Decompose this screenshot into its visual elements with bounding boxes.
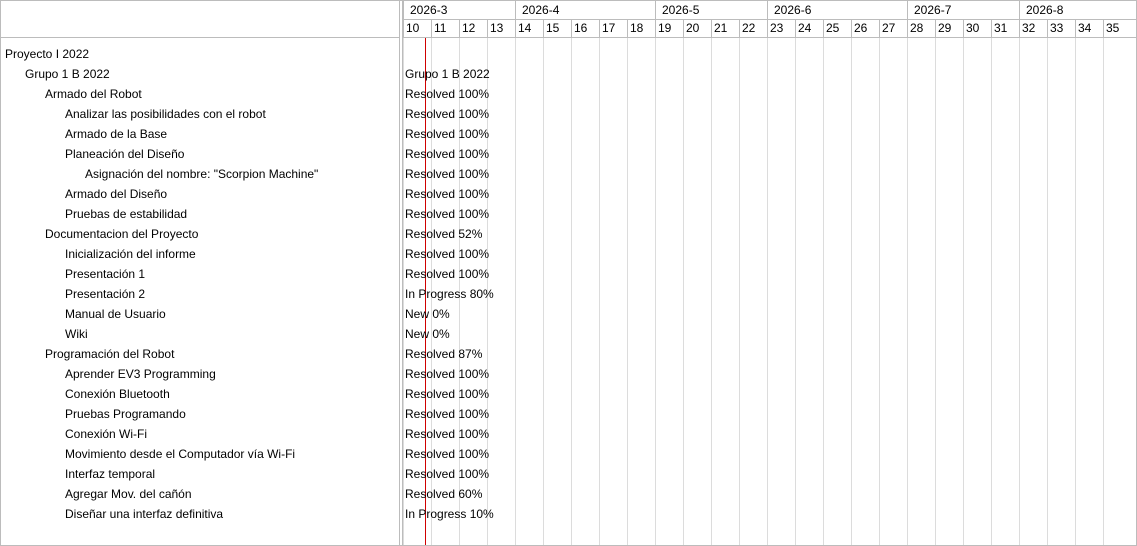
week-gridline	[403, 38, 404, 545]
subject-row[interactable]: Interfaz temporal	[65, 467, 156, 481]
week-20: 20	[683, 19, 711, 37]
week-12: 12	[459, 19, 487, 37]
subject-row[interactable]: Asignación del nombre: "Scorpion Machine"	[85, 167, 319, 181]
month-2026-3: 2026-3	[403, 1, 515, 19]
subject-row[interactable]: Pruebas Programando	[65, 407, 186, 421]
status-label[interactable]: Resolved 100%	[405, 367, 490, 381]
subject-row[interactable]: Programación del Robot	[45, 347, 175, 361]
subject-row[interactable]: Grupo 1 B 2022	[25, 67, 110, 81]
week-gridline	[571, 38, 572, 545]
status-label[interactable]: Resolved 60%	[405, 487, 483, 501]
subject-row[interactable]: Presentación 2	[65, 287, 146, 301]
week-gridline	[935, 38, 936, 545]
status-label[interactable]: Resolved 100%	[405, 147, 490, 161]
status-label[interactable]: Resolved 87%	[405, 347, 483, 361]
status-label[interactable]: In Progress 80%	[405, 287, 494, 301]
status-label[interactable]: New 0%	[405, 327, 450, 341]
week-gridline	[963, 38, 964, 545]
status-label[interactable]: Resolved 100%	[405, 387, 490, 401]
status-label[interactable]: Resolved 100%	[405, 207, 490, 221]
subject-row[interactable]: Analizar las posibilidades con el robot	[65, 107, 266, 121]
status-label[interactable]: Resolved 100%	[405, 127, 490, 141]
week-gridline	[823, 38, 824, 545]
week-31: 31	[991, 19, 1019, 37]
week-21: 21	[711, 19, 739, 37]
status-label[interactable]: Resolved 100%	[405, 427, 490, 441]
week-gridline	[1019, 38, 1020, 545]
week-29: 29	[935, 19, 963, 37]
week-24: 24	[795, 19, 823, 37]
month-2026-8: 2026-8	[1019, 1, 1131, 19]
subject-row[interactable]: Conexión Bluetooth	[65, 387, 170, 401]
status-label[interactable]: Resolved 100%	[405, 107, 490, 121]
subject-row[interactable]: Pruebas de estabilidad	[65, 207, 188, 221]
week-gridline	[1103, 38, 1104, 545]
month-2026-5: 2026-5	[655, 1, 767, 19]
subject-row[interactable]: Proyecto I 2022	[5, 47, 90, 61]
status-label[interactable]: Resolved 100%	[405, 87, 490, 101]
week-17: 17	[599, 19, 627, 37]
status-label[interactable]: Resolved 100%	[405, 187, 490, 201]
week-gridline	[851, 38, 852, 545]
status-label[interactable]: Resolved 100%	[405, 247, 490, 261]
subject-row[interactable]: Presentación 1	[65, 267, 146, 281]
week-22: 22	[739, 19, 767, 37]
status-label[interactable]: Grupo 1 B 2022	[405, 67, 490, 81]
week-35: 35	[1103, 19, 1131, 37]
week-gridline	[515, 38, 516, 545]
status-label[interactable]: Resolved 100%	[405, 467, 490, 481]
status-label[interactable]: Resolved 100%	[405, 267, 490, 281]
week-18: 18	[627, 19, 655, 37]
subject-row[interactable]: Wiki	[65, 327, 88, 341]
week-gridline	[627, 38, 628, 545]
subject-row[interactable]: Movimiento desde el Computador vía Wi-Fi	[65, 447, 296, 461]
subjects-panel	[1, 1, 399, 545]
subject-row[interactable]: Armado del Diseño	[65, 187, 168, 201]
status-label[interactable]: Resolved 100%	[405, 407, 490, 421]
week-gridline	[767, 38, 768, 545]
subject-row[interactable]: Documentacion del Proyecto	[45, 227, 199, 241]
week-26: 26	[851, 19, 879, 37]
week-33: 33	[1047, 19, 1075, 37]
month-2026-4: 2026-4	[515, 1, 655, 19]
week-gridline	[599, 38, 600, 545]
week-25: 25	[823, 19, 851, 37]
week-32: 32	[1019, 19, 1047, 37]
month-2026-7: 2026-7	[907, 1, 1019, 19]
week-34: 34	[1075, 19, 1103, 37]
status-label[interactable]: Resolved 100%	[405, 167, 490, 181]
week-16: 16	[571, 19, 599, 37]
subject-row[interactable]: Inicialización del informe	[65, 247, 196, 261]
panel-divider[interactable]	[399, 1, 400, 545]
week-30: 30	[963, 19, 991, 37]
week-15: 15	[543, 19, 571, 37]
subject-row[interactable]: Agregar Mov. del cañón	[65, 487, 192, 501]
subject-row[interactable]: Manual de Usuario	[65, 307, 166, 321]
timeline-area	[403, 1, 1136, 545]
month-header	[403, 1, 1136, 20]
status-label[interactable]: Resolved 100%	[405, 447, 490, 461]
subject-row[interactable]: Aprender EV3 Programming	[65, 367, 216, 381]
month-2026-6: 2026-6	[767, 1, 907, 19]
subject-row[interactable]: Armado de la Base	[65, 127, 168, 141]
status-label[interactable]: New 0%	[405, 307, 450, 321]
week-header	[403, 19, 1136, 38]
subjects-header	[1, 1, 399, 38]
week-gridline	[739, 38, 740, 545]
week-gridline	[683, 38, 684, 545]
week-10: 10	[403, 19, 431, 37]
week-23: 23	[767, 19, 795, 37]
week-gridline	[711, 38, 712, 545]
week-gridline	[543, 38, 544, 545]
week-19: 19	[655, 19, 683, 37]
subject-row[interactable]: Conexión Wi-Fi	[65, 427, 148, 441]
subject-row[interactable]: Armado del Robot	[45, 87, 142, 101]
week-gridline	[1075, 38, 1076, 545]
subject-row[interactable]: Diseñar una interfaz definitiva	[65, 507, 224, 521]
week-gridline	[879, 38, 880, 545]
week-11: 11	[431, 19, 459, 37]
week-28: 28	[907, 19, 935, 37]
week-27: 27	[879, 19, 907, 37]
week-13: 13	[487, 19, 515, 37]
week-gridline	[795, 38, 796, 545]
status-label[interactable]: In Progress 10%	[405, 507, 494, 521]
week-gridline	[991, 38, 992, 545]
week-14: 14	[515, 19, 543, 37]
week-gridline	[907, 38, 908, 545]
subject-row[interactable]: Planeación del Diseño	[65, 147, 185, 161]
status-label[interactable]: Resolved 52%	[405, 227, 483, 241]
week-gridline	[1047, 38, 1048, 545]
week-gridline	[655, 38, 656, 545]
